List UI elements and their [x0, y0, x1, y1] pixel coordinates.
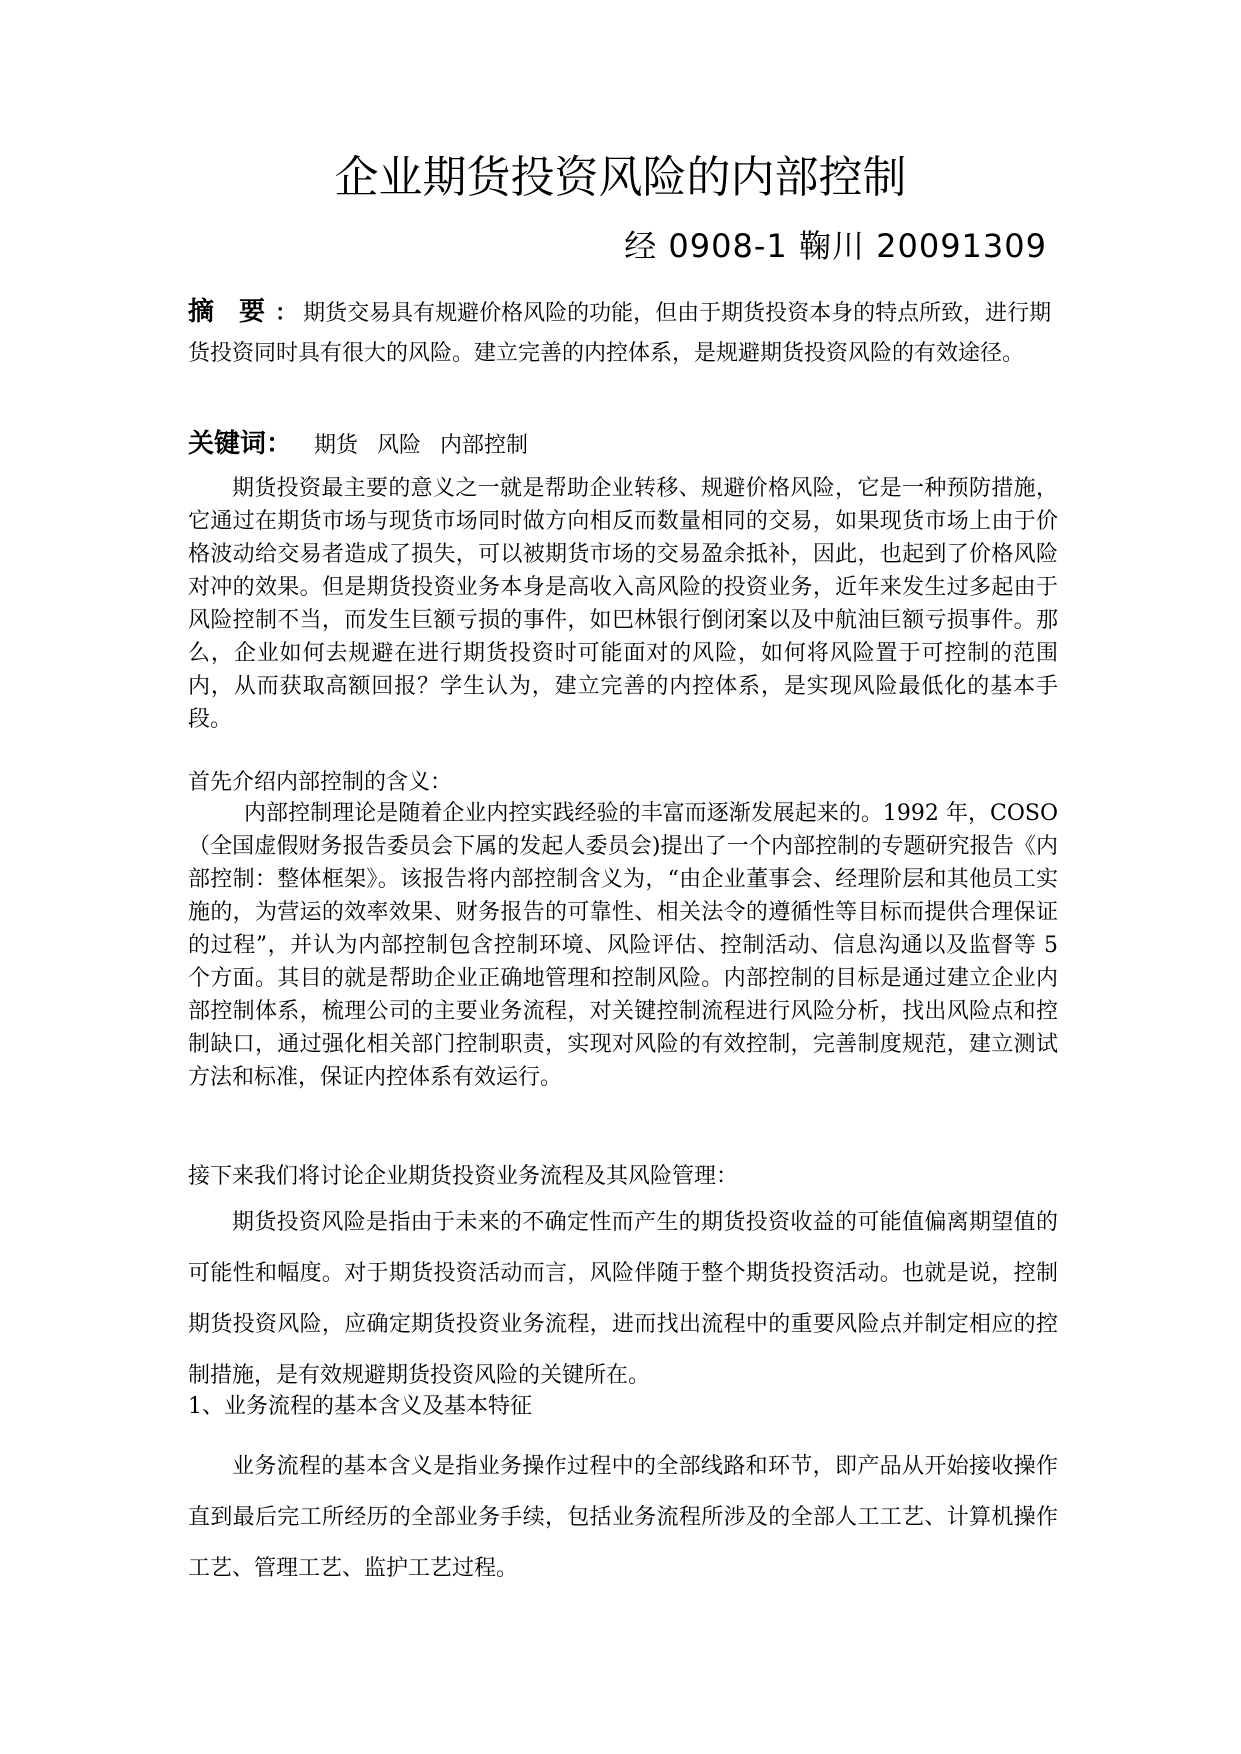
- keywords-text: 期货 风险 内部控制: [314, 433, 529, 458]
- abstract-text: 期货交易具有规避价格风险的功能，但由于期货投资本身的特点所致，进行期货投资同时具有很大的风险。建立完善的内控体系，是规避期货投资风险的有效途径。: [188, 301, 1052, 366]
- keywords: [188, 424, 1058, 466]
- abstract-colon: ：: [275, 300, 298, 326]
- section-heading-business-process: 接下来我们将讨论企业期货投资业务流程及其风险管理：: [188, 1164, 739, 1189]
- paragraph-futures-risk: 期货投资风险是指由于未来的不确定性而产生的期货投资收益的可能值偏离期望值的可能性和幅度。对于期货投资活动而言，风险伴随于整个期货投资活动。也就是说，控制期货投资风险，应确定期货投资业务流程，进而找出流程中的重要风险点并制定相应的控制措施，是有效规避期货投资风险的关键所在。: [188, 1210, 1058, 1388]
- abstract: [188, 292, 1058, 374]
- subsection-heading-1: 1、业务流程的基本含义及基本特征: [188, 1394, 532, 1419]
- section-heading-internal-control: 首先介绍内部控制的含义：: [188, 770, 453, 795]
- abstract-label: 摘 要: [188, 297, 274, 327]
- paragraph-business-process: 业务流程的基本含义是指业务操作过程中的全部线路和环节，即产品从开始接收操作直到最后完工所经历的全部业务手续，包括业务流程所涉及的全部人工工艺、计算机操作工艺、管理工艺、监护工艺过程。: [188, 1454, 1058, 1581]
- document-title: 企业期货投资风险的内部控制: [334, 152, 907, 203]
- paragraph-intro: 期货投资最主要的意义之一就是帮助企业转移、规避价格风险，它是一种预防措施，它通过在期货市场与现货市场同时做方向相反而数量相同的交易，如果现货市场上由于价格波动给交易者造成了损失，可以被期货市场的交易盈余抵补，因此，也起到了价格风险对冲的效果。但是期货投资业务本身是高收入高风险的投资业务，近年来发生过多起由于风险控制不当，而发生巨额亏损的事件，如巴林银行倒闭案以及中航油巨额亏损事件。那么，企业如何去规避在进行期货投资时可能面对的风险，如何将风险置于可控制的范围内，从而获取高额回报？学生认为，建立完善的内控体系，是实现风险最低化的基本手段。: [188, 476, 1058, 732]
- keywords-label: 关键词：: [188, 429, 293, 459]
- paragraph-internal-control: 内部控制理论是随着企业内控实践经验的丰富而逐渐发展起来的。1992 年，COSO（全国虚假财务报告委员会下属的发起人委员会)提出了一个内部控制的专题研究报告《内部控制：整体框架》。该报告将内部控制含义为，“由企业董事会、经理阶层和其他员工实施的，为营运的效率效果、财务报告的可靠性、相关法令的遵循性等目标而提供合理保证的过程”，并认为内部控制包含控制环境、风险评估、控制活动、信息沟通以及监督等 5 个方面。其目的就是帮助企业正确地管理和控制风险。内部控制的目标是通过建立企业内部控制体系，梳理公司的主要业务流程，对关键控制流程进行风险分析，找出风险点和控制缺口，通过强化相关部门控制职责，实现对风险的有效控制，完善制度规范，建立测试方法和标准，保证内控体系有效运行。: [188, 801, 1058, 1090]
- author-byline: 经 0908-1 鞠川 20091309: [624, 227, 1047, 265]
